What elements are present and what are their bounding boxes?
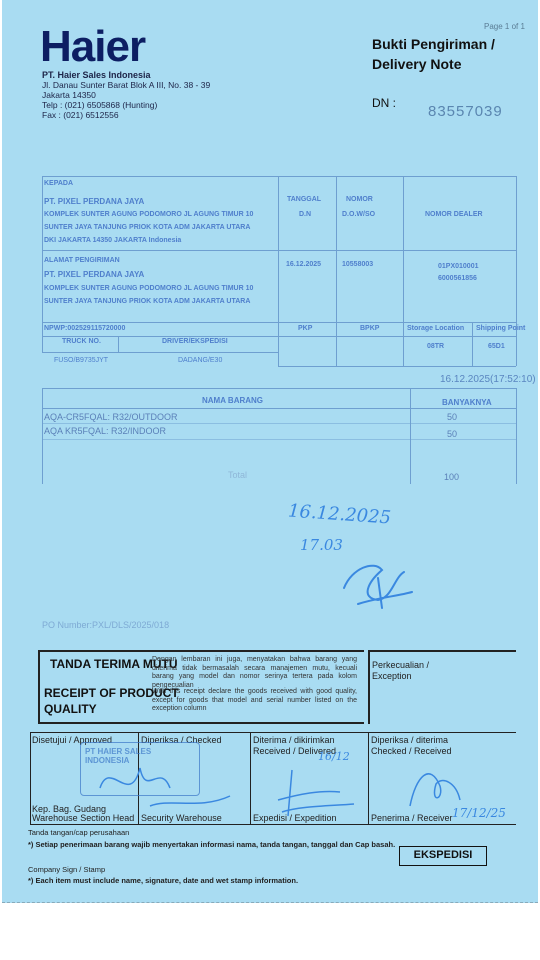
receipt-text-id: Dengan lembaran ini juga, menyatakan bahwa barang yang diterima tidak bermasalah secara manajemen mutu, kecuali barang yang model dan nomor serinya tertera pada kolom pengecualian (152, 656, 357, 689)
ship-address-1: KOMPLEK SUNTER AGUNG PODOMORO JL AGUNG TIMUR 10 (44, 285, 254, 292)
consignee-name: PT. PIXEL PERDANA JAYA (44, 197, 145, 206)
receipt-text-en: With this receipt declare the goods received with good quality, except for goods that model and serial number listed on the exception column (152, 688, 357, 712)
company-name: PT. Haier Sales Indonesia (42, 70, 151, 80)
delivered-label-1: Diterima / dikirimkan (253, 735, 335, 745)
company-address-2: Jakarta 14350 (42, 90, 96, 100)
received-label-1: Diperiksa / diterima (371, 735, 449, 745)
item-row-2-qty: 50 (447, 429, 458, 439)
items-top-line (42, 388, 516, 389)
dn-number: 83557039 (428, 103, 503, 120)
items-right-line (516, 388, 517, 484)
approved-role-2: Warehouse Section Head (32, 813, 135, 823)
npwp: NPWP:002529115720000 (44, 325, 126, 332)
receipt-title-id: TANDA TERIMA MUTU (50, 657, 178, 671)
handwritten-date-2: 17.03 (300, 536, 343, 554)
page-indicator: Page 1 of 1 (484, 22, 525, 31)
dealer-number-1: 01PX010001 (438, 263, 479, 270)
item-total-line (42, 439, 516, 440)
receipt-top-border (38, 650, 364, 652)
dealer-label: NOMOR DEALER (425, 211, 483, 218)
note-en: *) Each item must include name, signature, date and wet stamp information. (28, 876, 299, 885)
handwritten-delivered-date: 16/12 (318, 750, 350, 763)
sig-left-border (30, 732, 31, 825)
consignee-address-1: KOMPLEK SUNTER AGUNG PODOMORO JL AGUNG TIMUR 10 (44, 211, 254, 218)
items-left-line (42, 388, 43, 484)
handwritten-signature (338, 548, 418, 614)
nomor-sub: D.O.W/SO (342, 211, 376, 218)
checked-label: Diperiksa / Checked (141, 735, 222, 745)
receipt-bracket (38, 650, 40, 724)
handwritten-received-date: 17/12/25 (452, 806, 506, 820)
stamp-text: PT HAIER SALES INDONESIA (85, 747, 152, 765)
table-right-line (516, 176, 517, 366)
approver-signature (90, 748, 240, 820)
receipt-title-en-1: RECEIPT OF PRODUCT (44, 686, 179, 700)
table-bottom-line (278, 366, 516, 367)
item-row-divider (42, 423, 516, 424)
item-row-1-name: AQA-CR5FQAL: R32/OUTDOOR (44, 412, 178, 422)
haier-logo: Haier (40, 22, 146, 71)
table-divider-4 (472, 322, 473, 366)
consignee-address-3: DKI JAKARTA 14350 JAKARTA Indonesia (44, 237, 182, 244)
table-truck-divider (118, 336, 119, 352)
table-divider-3 (403, 176, 404, 366)
consignee-address-2: SUNTER JAYA TANJUNG PRIOK KOTA ADM JAKARTA UTARA (44, 224, 251, 231)
approved-role-1: Kep. Bag. Gudang (32, 804, 107, 814)
copy-label: EKSPEDISI (399, 846, 487, 866)
expedition-signature (270, 760, 360, 820)
table-truck-line (42, 336, 516, 337)
nomor-label: NOMOR (346, 196, 373, 203)
table-divider-2 (336, 176, 337, 366)
truck-label: TRUCK NO. (62, 338, 101, 345)
total-qty: 100 (444, 472, 460, 482)
items-header-line (42, 408, 516, 409)
truck-value: FUSO/B9735JYT (54, 357, 109, 364)
approved-label: Disetujui / Approved (32, 735, 113, 745)
exception-label: Perkecualian / Exception (372, 660, 430, 681)
table-npwp-line (42, 322, 516, 323)
sig-divider-2 (250, 732, 251, 825)
company-fax: Fax : (021) 6512556 (42, 110, 119, 120)
receipt-title-en-2: QUALITY (44, 702, 97, 716)
document-title (372, 34, 495, 74)
po-number: PO Number:PXL/DLS/2025/018 (42, 620, 170, 630)
dn-label: DN : (372, 96, 396, 110)
company-address-1: Jl. Danau Sunter Barat Blok A III, No. 38 - 39 (42, 80, 211, 90)
total-label: Total (228, 470, 248, 480)
table-truck-bottom (42, 352, 278, 353)
driver-value: DADANG/E30 (178, 357, 223, 364)
company-phone: Telp : (021) 6505868 (Hunting) (42, 100, 158, 110)
pkp-label: PKP (298, 325, 313, 332)
delivered-label-2: Received / Delivered (253, 746, 337, 756)
driver-label: DRIVER/EKSPEDISI (162, 338, 228, 345)
storage-value: 08TR (427, 343, 445, 350)
delivered-role: Expedisi / Expedition (253, 813, 337, 823)
checked-role: Security Warehouse (141, 813, 222, 823)
company-sign-id: Tanda tangan/cap perusahaan (28, 828, 130, 837)
shipping-label: Shipping Point (476, 325, 526, 332)
items-header-qty: BANYAKNYA (442, 398, 492, 407)
bpkp-label: BPKP (360, 325, 380, 332)
sig-top-border (30, 732, 516, 733)
title-line-2: Delivery Note (372, 56, 462, 72)
items-mid-line (410, 388, 411, 484)
shipping-value: 65D1 (488, 343, 505, 350)
item-row-2-name: AQA KR5FQAL: R32/INDOOR (44, 426, 167, 436)
dealer-number-2: 6000561856 (438, 275, 477, 282)
tanggal-label: TANGGAL (287, 196, 322, 203)
table-divider-1 (278, 176, 279, 366)
kepada-label: KEPADA (44, 180, 74, 187)
table-top-line (42, 176, 516, 177)
alamat-label: ALAMAT PENGIRIMAN (44, 257, 120, 264)
table-mid-line (42, 250, 516, 251)
note-id: *) Setiap penerimaan barang wajib menyertakan informasi nama, tanda tangan, tanggal dan Cap basah. (28, 840, 396, 849)
items-header-name: NAMA BARANG (202, 396, 264, 405)
sig-bottom-border (30, 824, 516, 825)
storage-label: Storage Location (407, 325, 465, 332)
exception-top-border (368, 650, 516, 652)
company-block (42, 70, 242, 120)
print-timestamp: 16.12.2025(17:52:10) (440, 374, 536, 385)
ship-name: PT. PIXEL PERDANA JAYA (44, 270, 145, 279)
received-label-2: Checked / Received (371, 746, 452, 756)
tanggal-sub: D.N (299, 211, 312, 218)
ship-address-2: SUNTER JAYA TANJUNG PRIOK KOTA ADM JAKARTA UTARA (44, 298, 251, 305)
exception-left-border (368, 650, 370, 724)
so-number: 10558003 (342, 261, 374, 268)
sig-divider-3 (368, 732, 369, 825)
table-left-line (42, 176, 43, 352)
company-sign-en: Company Sign / Stamp (28, 865, 106, 874)
receipt-bottom-border (38, 722, 364, 724)
handwritten-date-1: 16.12.2025 (287, 500, 392, 529)
item-row-1-qty: 50 (447, 412, 458, 422)
dn-date: 16.12.2025 (286, 261, 322, 268)
received-role: Penerima / Receiver (371, 813, 453, 823)
title-line-1: Bukti Pengiriman / (372, 36, 495, 52)
